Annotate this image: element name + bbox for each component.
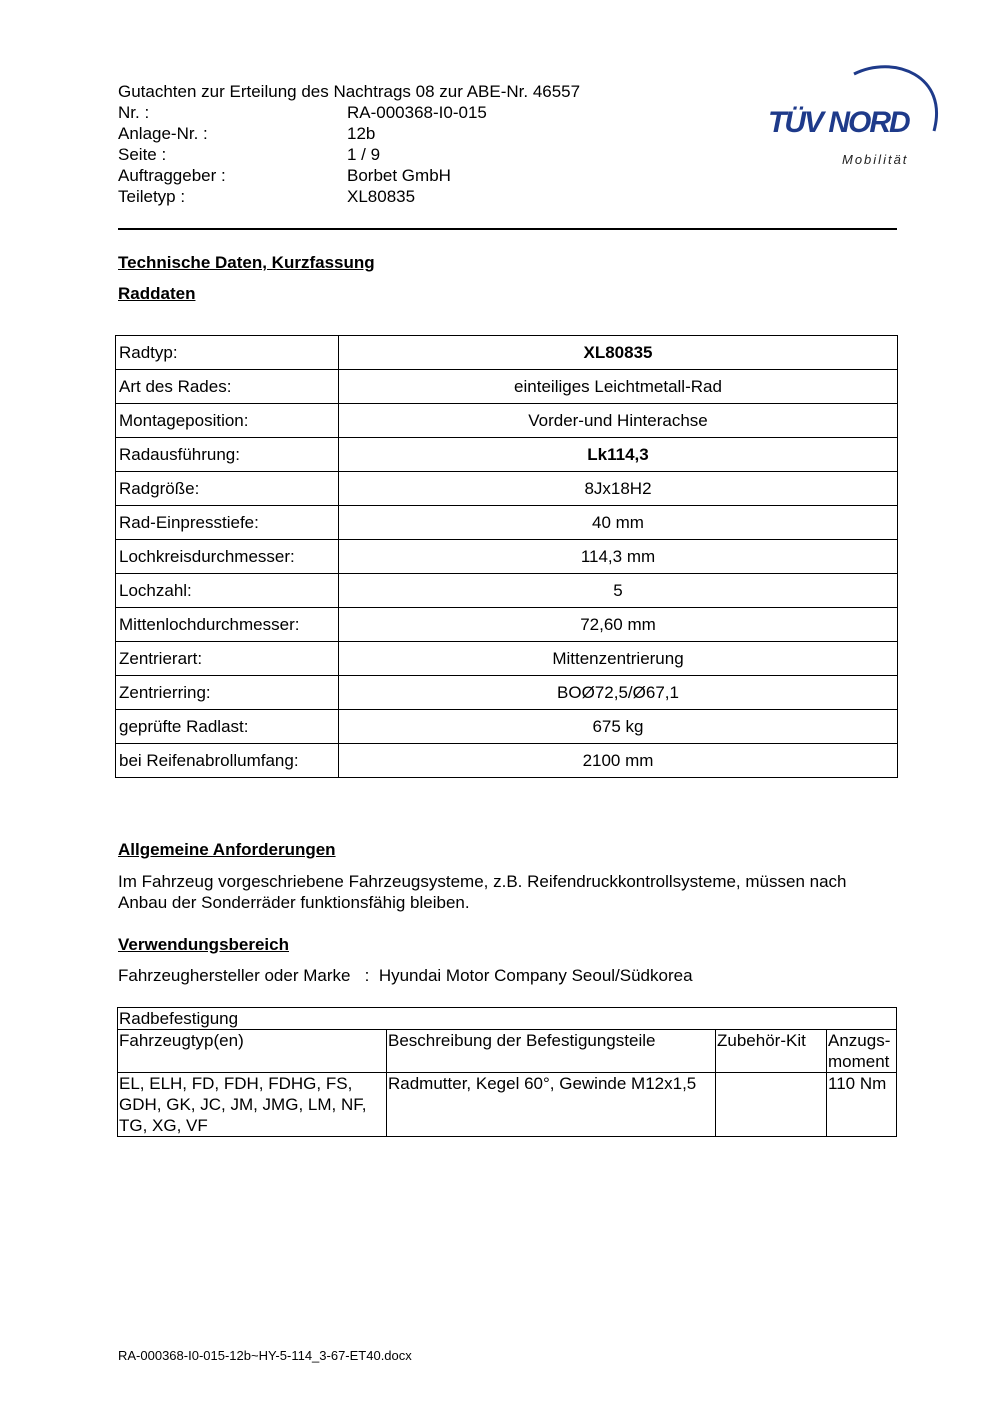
table-row <box>116 472 898 506</box>
row-value: Vorder-und Hinterachse <box>339 404 898 438</box>
section-heading-technische-daten: Technische Daten, Kurzfassung <box>118 253 375 272</box>
section-heading-raddaten: Raddaten <box>118 284 196 303</box>
row-value: Lk114,3 <box>339 438 898 472</box>
table-row <box>116 710 898 744</box>
header-field-key: Anlage-Nr. : <box>118 124 208 143</box>
header-field-anlage <box>118 123 375 144</box>
verwendung-label: Fahrzeughersteller oder Marke <box>118 966 351 985</box>
table-row <box>116 404 898 438</box>
row-label: Art des Rades: <box>116 370 339 404</box>
row-value: XL80835 <box>339 336 898 370</box>
raddaten-table <box>115 335 898 778</box>
verwendung-value: Hyundai Motor Company Seoul/Südkorea <box>378 966 693 985</box>
table-row <box>116 744 898 778</box>
header-field-value: XL80835 <box>347 187 416 206</box>
row-value: 5 <box>339 574 898 608</box>
header-field-value: 1 / 9 <box>347 145 381 164</box>
row-label: Radtyp: <box>116 336 339 370</box>
table-header-row <box>118 1030 897 1073</box>
header-field-key: Seite : <box>118 145 167 164</box>
section-heading-verwendungsbereich: Verwendungsbereich <box>118 935 289 954</box>
col-header-zubehoer: Zubehör-Kit <box>716 1030 827 1073</box>
row-label: Lochzahl: <box>116 574 339 608</box>
row-value: 8Jx18H2 <box>339 472 898 506</box>
document-title: Gutachten zur Erteilung des Nachtrags 08 zur ABE-Nr. 46557 <box>118 82 581 101</box>
col-header-anzugsmoment <box>827 1030 897 1073</box>
row-value: einteiliges Leichtmetall-Rad <box>339 370 898 404</box>
verwendung-line <box>118 965 693 986</box>
footer-filename: RA-000368-I0-015-12b~HY-5-114_3-67-ET40.docx <box>118 1348 412 1363</box>
header-field-auftraggeber <box>118 165 451 186</box>
cell-fahrzeugtypen: EL, ELH, FD, FDH, FDHG, FS, GDH, GK, JC, JM, JMG, LM, NF, TG, XG, VF <box>118 1073 387 1137</box>
cell-anzugsmoment: 110 Nm <box>827 1073 897 1137</box>
table-title-row <box>118 1008 897 1030</box>
header-field-value: RA-000368-I0-015 <box>347 103 487 122</box>
anzug-line-1: Anzugs- <box>828 1031 891 1050</box>
table-row <box>116 540 898 574</box>
header-field-teiletyp <box>118 186 415 207</box>
header-divider <box>118 228 897 230</box>
table-row <box>116 506 898 540</box>
table-row <box>116 336 898 370</box>
section-heading-anforderungen: Allgemeine Anforderungen <box>118 840 336 859</box>
row-value: 40 mm <box>339 506 898 540</box>
table-row <box>116 438 898 472</box>
row-label: Zentrierring: <box>116 676 339 710</box>
row-label: Zentrierart: <box>116 642 339 676</box>
cell-beschreibung: Radmutter, Kegel 60°, Gewinde M12x1,5 <box>387 1073 716 1137</box>
radbefestigung-table <box>117 1007 897 1137</box>
anzug-line-2: moment <box>828 1052 890 1071</box>
row-value: 114,3 mm <box>339 540 898 574</box>
row-value: 2100 mm <box>339 744 898 778</box>
row-value: 675 kg <box>339 710 898 744</box>
table-title: Radbefestigung <box>118 1008 897 1030</box>
row-label: geprüfte Radlast: <box>116 710 339 744</box>
tuv-nord-logo <box>764 56 940 172</box>
header-field-key: Auftraggeber : <box>118 166 226 185</box>
header-field-key: Nr. : <box>118 103 150 122</box>
col-header-beschreibung: Beschreibung der Befestigungsteile <box>387 1030 716 1073</box>
table-row <box>116 370 898 404</box>
row-label: Montageposition: <box>116 404 339 438</box>
row-value: 72,60 mm <box>339 608 898 642</box>
header-field-nr <box>118 102 487 123</box>
header-field-value: 12b <box>347 124 376 143</box>
table-row <box>116 642 898 676</box>
row-value: Mittenzentrierung <box>339 642 898 676</box>
cell-zubehoer <box>716 1073 827 1137</box>
header-field-value: Borbet GmbH <box>347 166 451 185</box>
col-header-fahrzeugtyp: Fahrzeugtyp(en) <box>118 1030 387 1073</box>
row-value: BOØ72,5/Ø67,1 <box>339 676 898 710</box>
header-field-seite <box>118 144 380 165</box>
row-label: Radausführung: <box>116 438 339 472</box>
row-label: Radgröße: <box>116 472 339 506</box>
row-label: bei Reifenabrollumfang: <box>116 744 339 778</box>
logo-subtitle: Mobilität <box>842 152 909 167</box>
row-label: Mittenlochdurchmesser: <box>116 608 339 642</box>
table-row <box>116 676 898 710</box>
verwendung-separator: : <box>364 966 370 985</box>
row-label: Lochkreisdurchmesser: <box>116 540 339 574</box>
header-field-key: Teiletyp : <box>118 187 186 206</box>
logo-wordmark: TÜV NORD <box>768 106 909 139</box>
anforderungen-text: Im Fahrzeug vorgeschriebene Fahrzeugsysteme, z.B. Reifendruckkontrollsysteme, müssen nach Anbau der Sonderräder funktionsfähig bleiben. <box>118 872 847 912</box>
table-row <box>118 1073 897 1137</box>
table-row <box>116 608 898 642</box>
table-row <box>116 574 898 608</box>
row-label: Rad-Einpresstiefe: <box>116 506 339 540</box>
